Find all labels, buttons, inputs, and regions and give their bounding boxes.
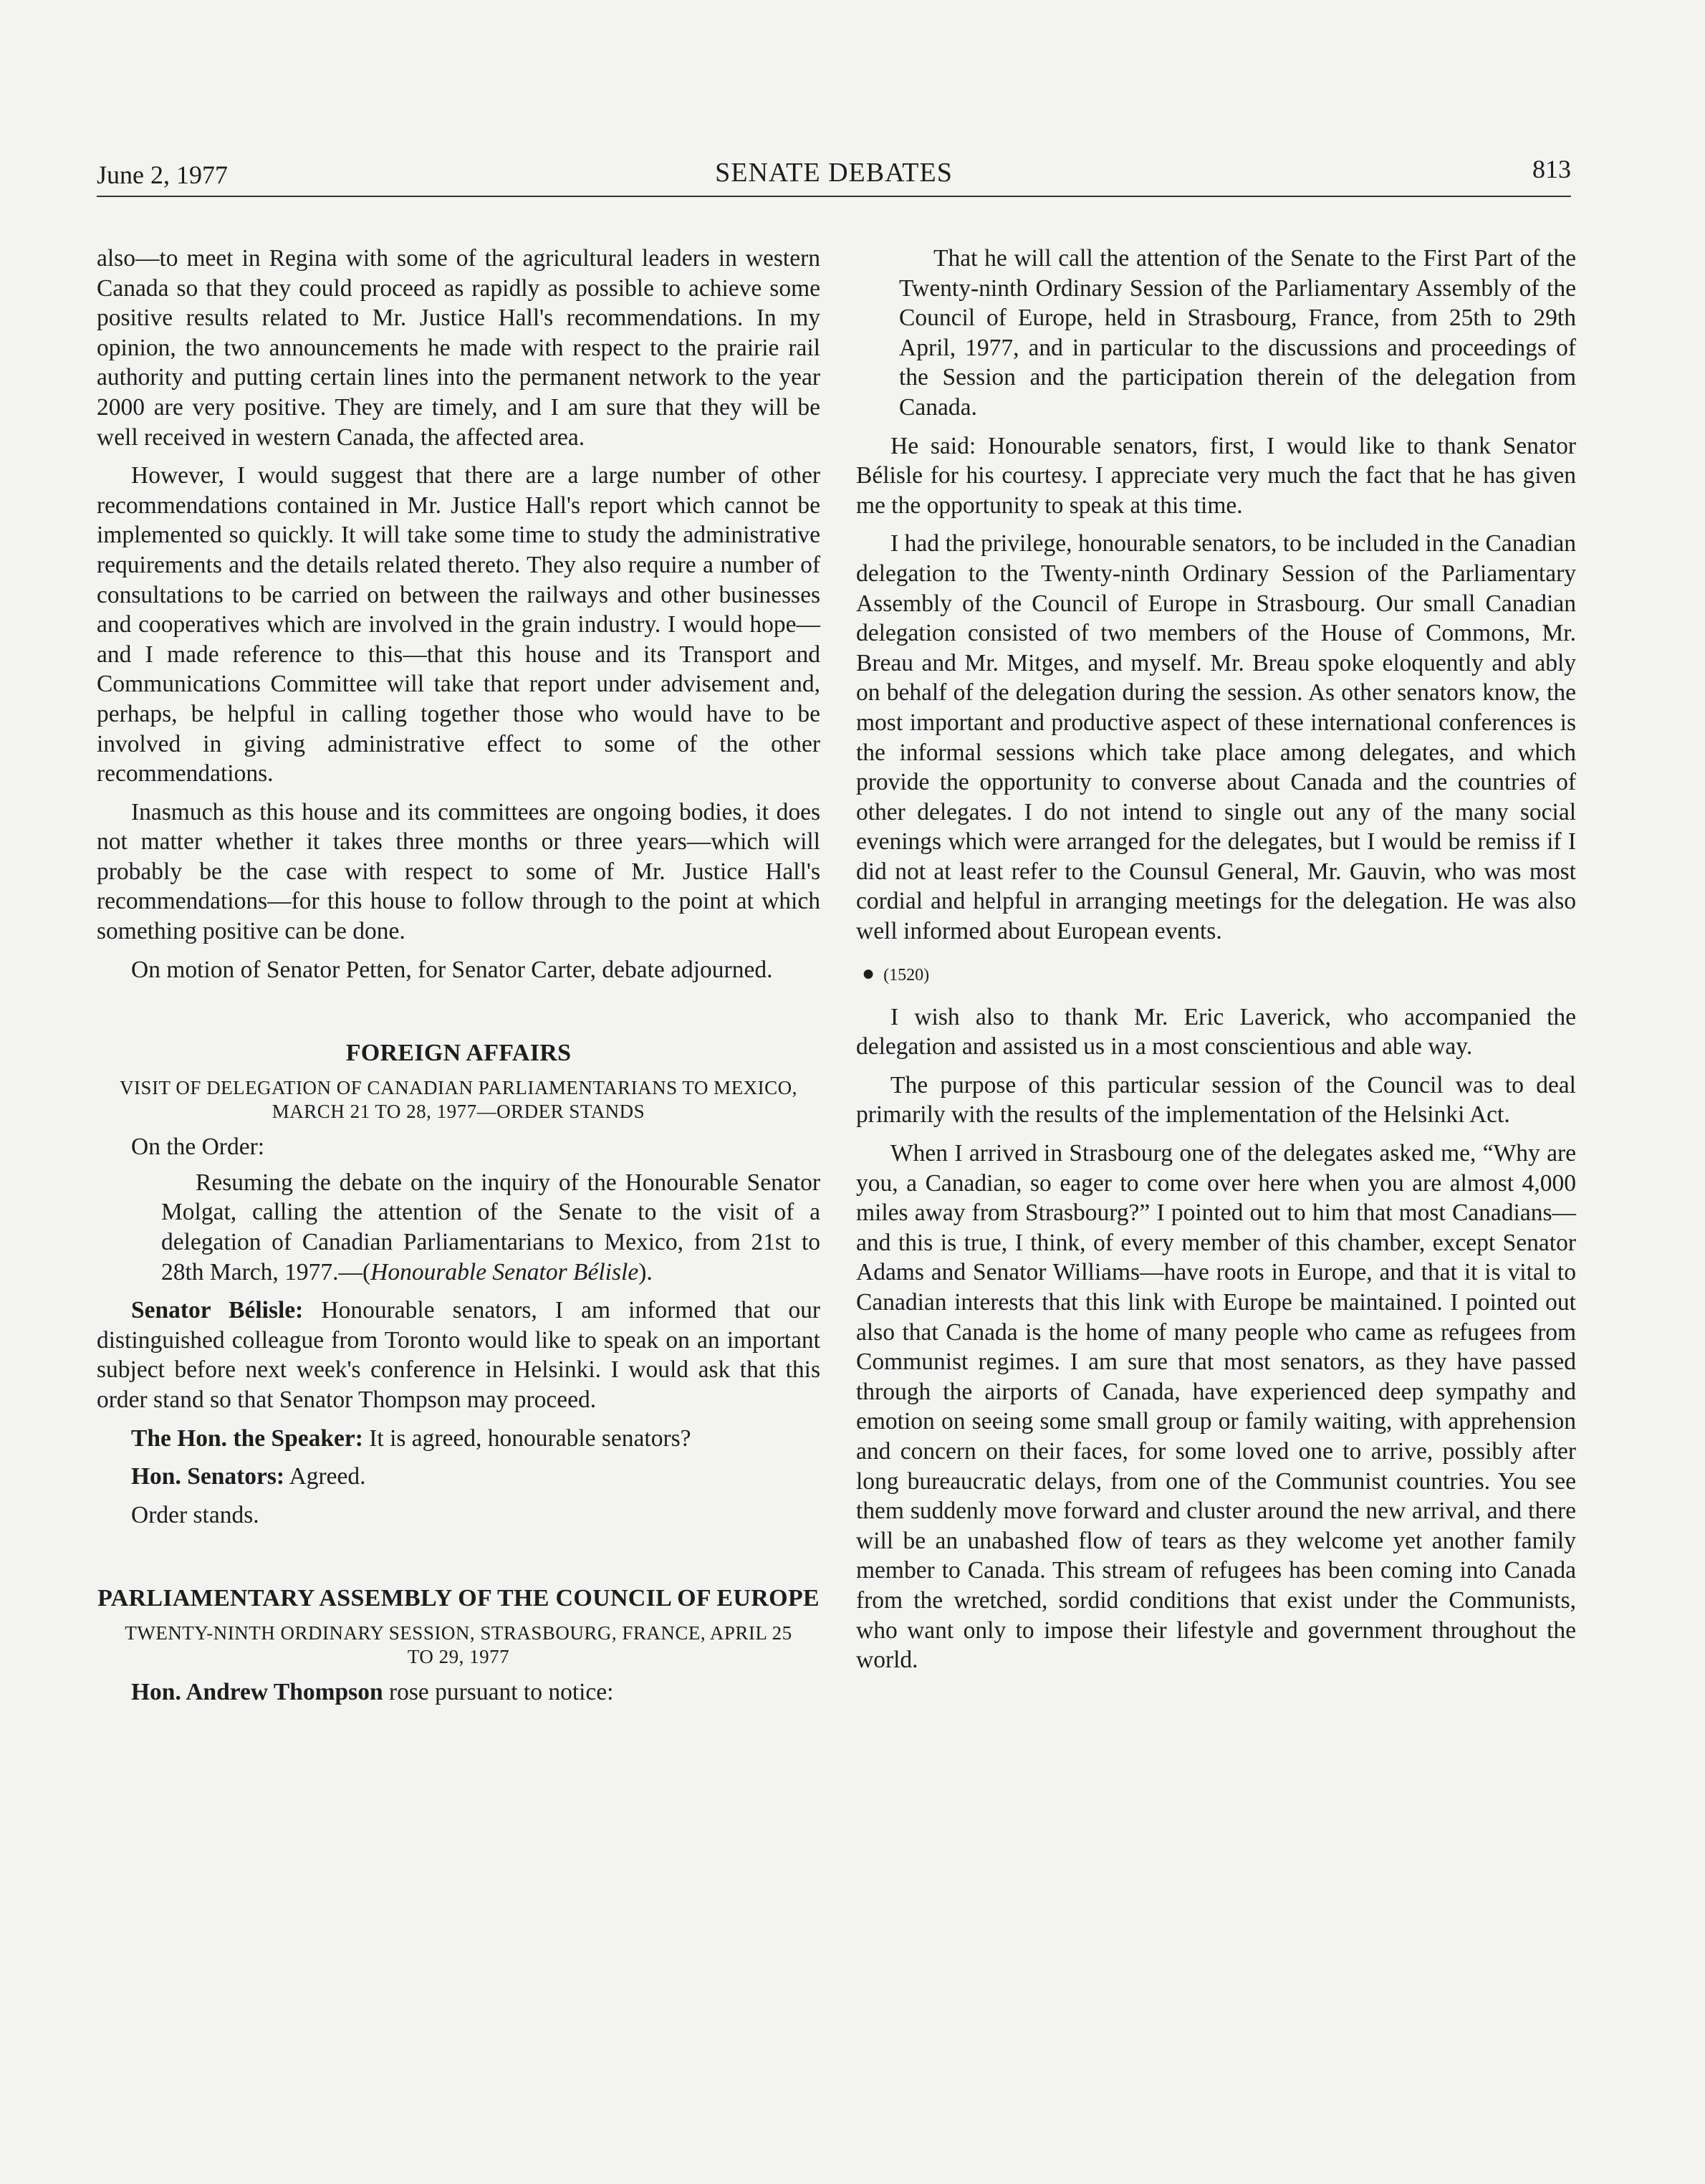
motion-paragraph: On motion of Senator Petten, for Senator Carter, debate adjourned. bbox=[131, 956, 773, 983]
belisle-statement bbox=[97, 1295, 820, 1414]
resume-italic: Honourable Senator Bélisle bbox=[370, 1258, 639, 1285]
page-number: 813 bbox=[1532, 155, 1571, 183]
speaker-name: The Hon. the Speaker: bbox=[131, 1424, 363, 1452]
paragraph: also—to meet in Regina with some of the agricultural leaders in western Canada so that they could proceed as rapidly as possible to achieve some positive results related to Mr. Justice Hall's recommendations. In my opinion, the two announcements he made with respect to the prairie rail authority and putting certain lines into the permanent network to the year 2000 are very positive. They are timely, and I am sure that they will be well received in western Canada, the affected area. bbox=[97, 245, 820, 451]
speaker-name: Hon. Andrew Thompson bbox=[131, 1679, 383, 1706]
section-subheading-mexico: VISIT OF DELEGATION OF CANADIAN PARLIAMENTARIANS TO MEXICO, MARCH 21 TO 28, 1977—ORDER STANDS bbox=[120, 1077, 797, 1123]
resume-end: ). bbox=[638, 1258, 653, 1285]
statement-text: rose pursuant to notice: bbox=[383, 1679, 614, 1706]
page-header bbox=[97, 154, 1571, 197]
time-marker bbox=[862, 958, 1576, 991]
resume-debate-text bbox=[161, 1168, 820, 1287]
order-label: On the Order: bbox=[131, 1134, 265, 1161]
paragraph: I wish also to thank Mr. Eric Laverick, who accompanied the delegation and assisted us in a most conscientious and able way. bbox=[856, 1003, 1576, 1060]
header-title: SENATE DEBATES bbox=[715, 158, 953, 188]
paragraph: I had the privilege, honourable senators, to be included in the Canadian delegation to the Twenty-ninth Ordinary Session of the Parliamentary Assembly of the Council of Europe in Strasbourg. Our small Canadian delegation consisted of two members of the House of Commons, Mr. Breau and Mr. Mitges, and myself. Mr. Breau spoke eloquently and ably on behalf of the delegation during the session. As other senators know, the most important and productive aspect of these international conferences is the informal sessions which take place among delegates, and which provide the opportunity to converse about Canada and the countries of other delegates. I do not intend to single out any of the many social evenings which were arranged for the delegates, but I would be remiss if I did not at least refer to the Counsul General, Mr. Gauvin, who was most cordial and helpful in arranging meetings for the delegation. He was also well informed about European events. bbox=[856, 530, 1576, 945]
statement-text: Agreed. bbox=[284, 1463, 366, 1490]
paragraph: Inasmuch as this house and its committees are ongoing bodies, it does not matter whether it takes three months or three years—which will probably be the case with respect to some of Mr. Justice Hall's recommendations—for this house to follow through to the point at which something positive can be done. bbox=[97, 798, 820, 945]
notice-text: That he will call the attention of the Senate to the First Part of the Twenty-ninth Ordinary Session of the Parliamentary Assembly of the Council of Europe, held in Strasbourg, France, from 25th to 29th April, 1977, and in particular to the discussions and proceedings of the Session and the participation therein of the delegation from Canada. bbox=[899, 245, 1576, 421]
bullet-icon: ● bbox=[862, 961, 875, 985]
statement-text: Honourable senators, I am informed that our distinguished colleague from Toronto would like to speak on an important subject before next week's conference in Helsinki. I would ask that this order stand so that Senator Thompson may proceed. bbox=[97, 1297, 821, 1413]
resume-text: Resuming the debate on the inquiry of the Honourable Senator Molgat, calling the attention of the Senate to the visit of a delegation of Canadian Parliamentarians to Mexico, from 21st to 28th March, 1977.—( bbox=[161, 1169, 820, 1285]
section-heading-foreign-affairs: FOREIGN AFFAIRS bbox=[345, 1040, 572, 1067]
senators-statement bbox=[97, 1462, 820, 1492]
paragraph: When I arrived in Strasbourg one of the delegates asked me, “Why are you, a Canadian, so eager to come over here when you are almost 4,000 miles away from Strasbourg?” I pointed out to him that most Canadians—and this is true, I think, of every member of this chamber, except Senator Adams and Senator Williams—have roots in Europe, and that it is vital to Canadian interests that this link with Europe be maintained. I pointed out also that Canada is the home of many people who came as refugees from Communist regimes. I am sure that most senators, as they have passed through the airports of Canada, have experienced deep sympathy and emotion on seeing some small group or family waiting, with apprehension and concern on their faces, for some loved one to arrive, possibly after long bureaucratic delays, from one of the Communist countries. You see them suddenly move forward and cluster around the new arrival, and there will be an unabashed flow of tears as they welcome yet another family member to Canada. This stream of refugees has been coming into Canada from the wretched, sordid conditions that exist under the Communists, who want only to impose their lifestyle and government throughout the world. bbox=[856, 1140, 1576, 1674]
thompson-notice bbox=[97, 1677, 820, 1708]
speaker-name: Hon. Senators: bbox=[131, 1463, 285, 1490]
right-column bbox=[856, 244, 1576, 1675]
section-heading-council-of-europe: PARLIAMENTARY ASSEMBLY OF THE COUNCIL OF EUROPE bbox=[97, 1585, 820, 1612]
speaker-statement bbox=[97, 1424, 820, 1454]
header-date: June 2, 1977 bbox=[97, 161, 228, 189]
order-stands: Order stands. bbox=[131, 1501, 259, 1528]
paragraph: However, I would suggest that there are a large number of other recommendations contained in Mr. Justice Hall's report which cannot be implemented so quickly. It will take some time to study the administrative requirements and the details related thereto. They also require a number of consultations to be carried on between the railways and other businesses and cooperatives which are involved in the grain industry. I would hope—and I made reference to this—that this house and its Transport and Communications Committee will take that report under advisement and, perhaps, be helpful in calling together those who would have to be involved in giving administrative effect to some of the other recommendations. bbox=[97, 462, 820, 787]
left-column bbox=[97, 244, 820, 1708]
speaker-name: Senator Bélisle: bbox=[131, 1297, 304, 1324]
statement-text: It is agreed, honourable senators? bbox=[362, 1424, 691, 1452]
paragraph: He said: Honourable senators, first, I would like to thank Senator Bélisle for his courtesy. I appreciate very much the fact that he has given me the opportunity to speak at this time. bbox=[856, 432, 1576, 519]
time-marker-text: (1520) bbox=[883, 965, 930, 985]
section-subheading-strasbourg: TWENTY-NINTH ORDINARY SESSION, STRASBOURG, FRANCE, APRIL 25 TO 29, 1977 bbox=[125, 1622, 792, 1668]
paragraph: The purpose of this particular session of the Council was to deal primarily with the results of the implementation of the Helsinki Act. bbox=[856, 1071, 1576, 1129]
